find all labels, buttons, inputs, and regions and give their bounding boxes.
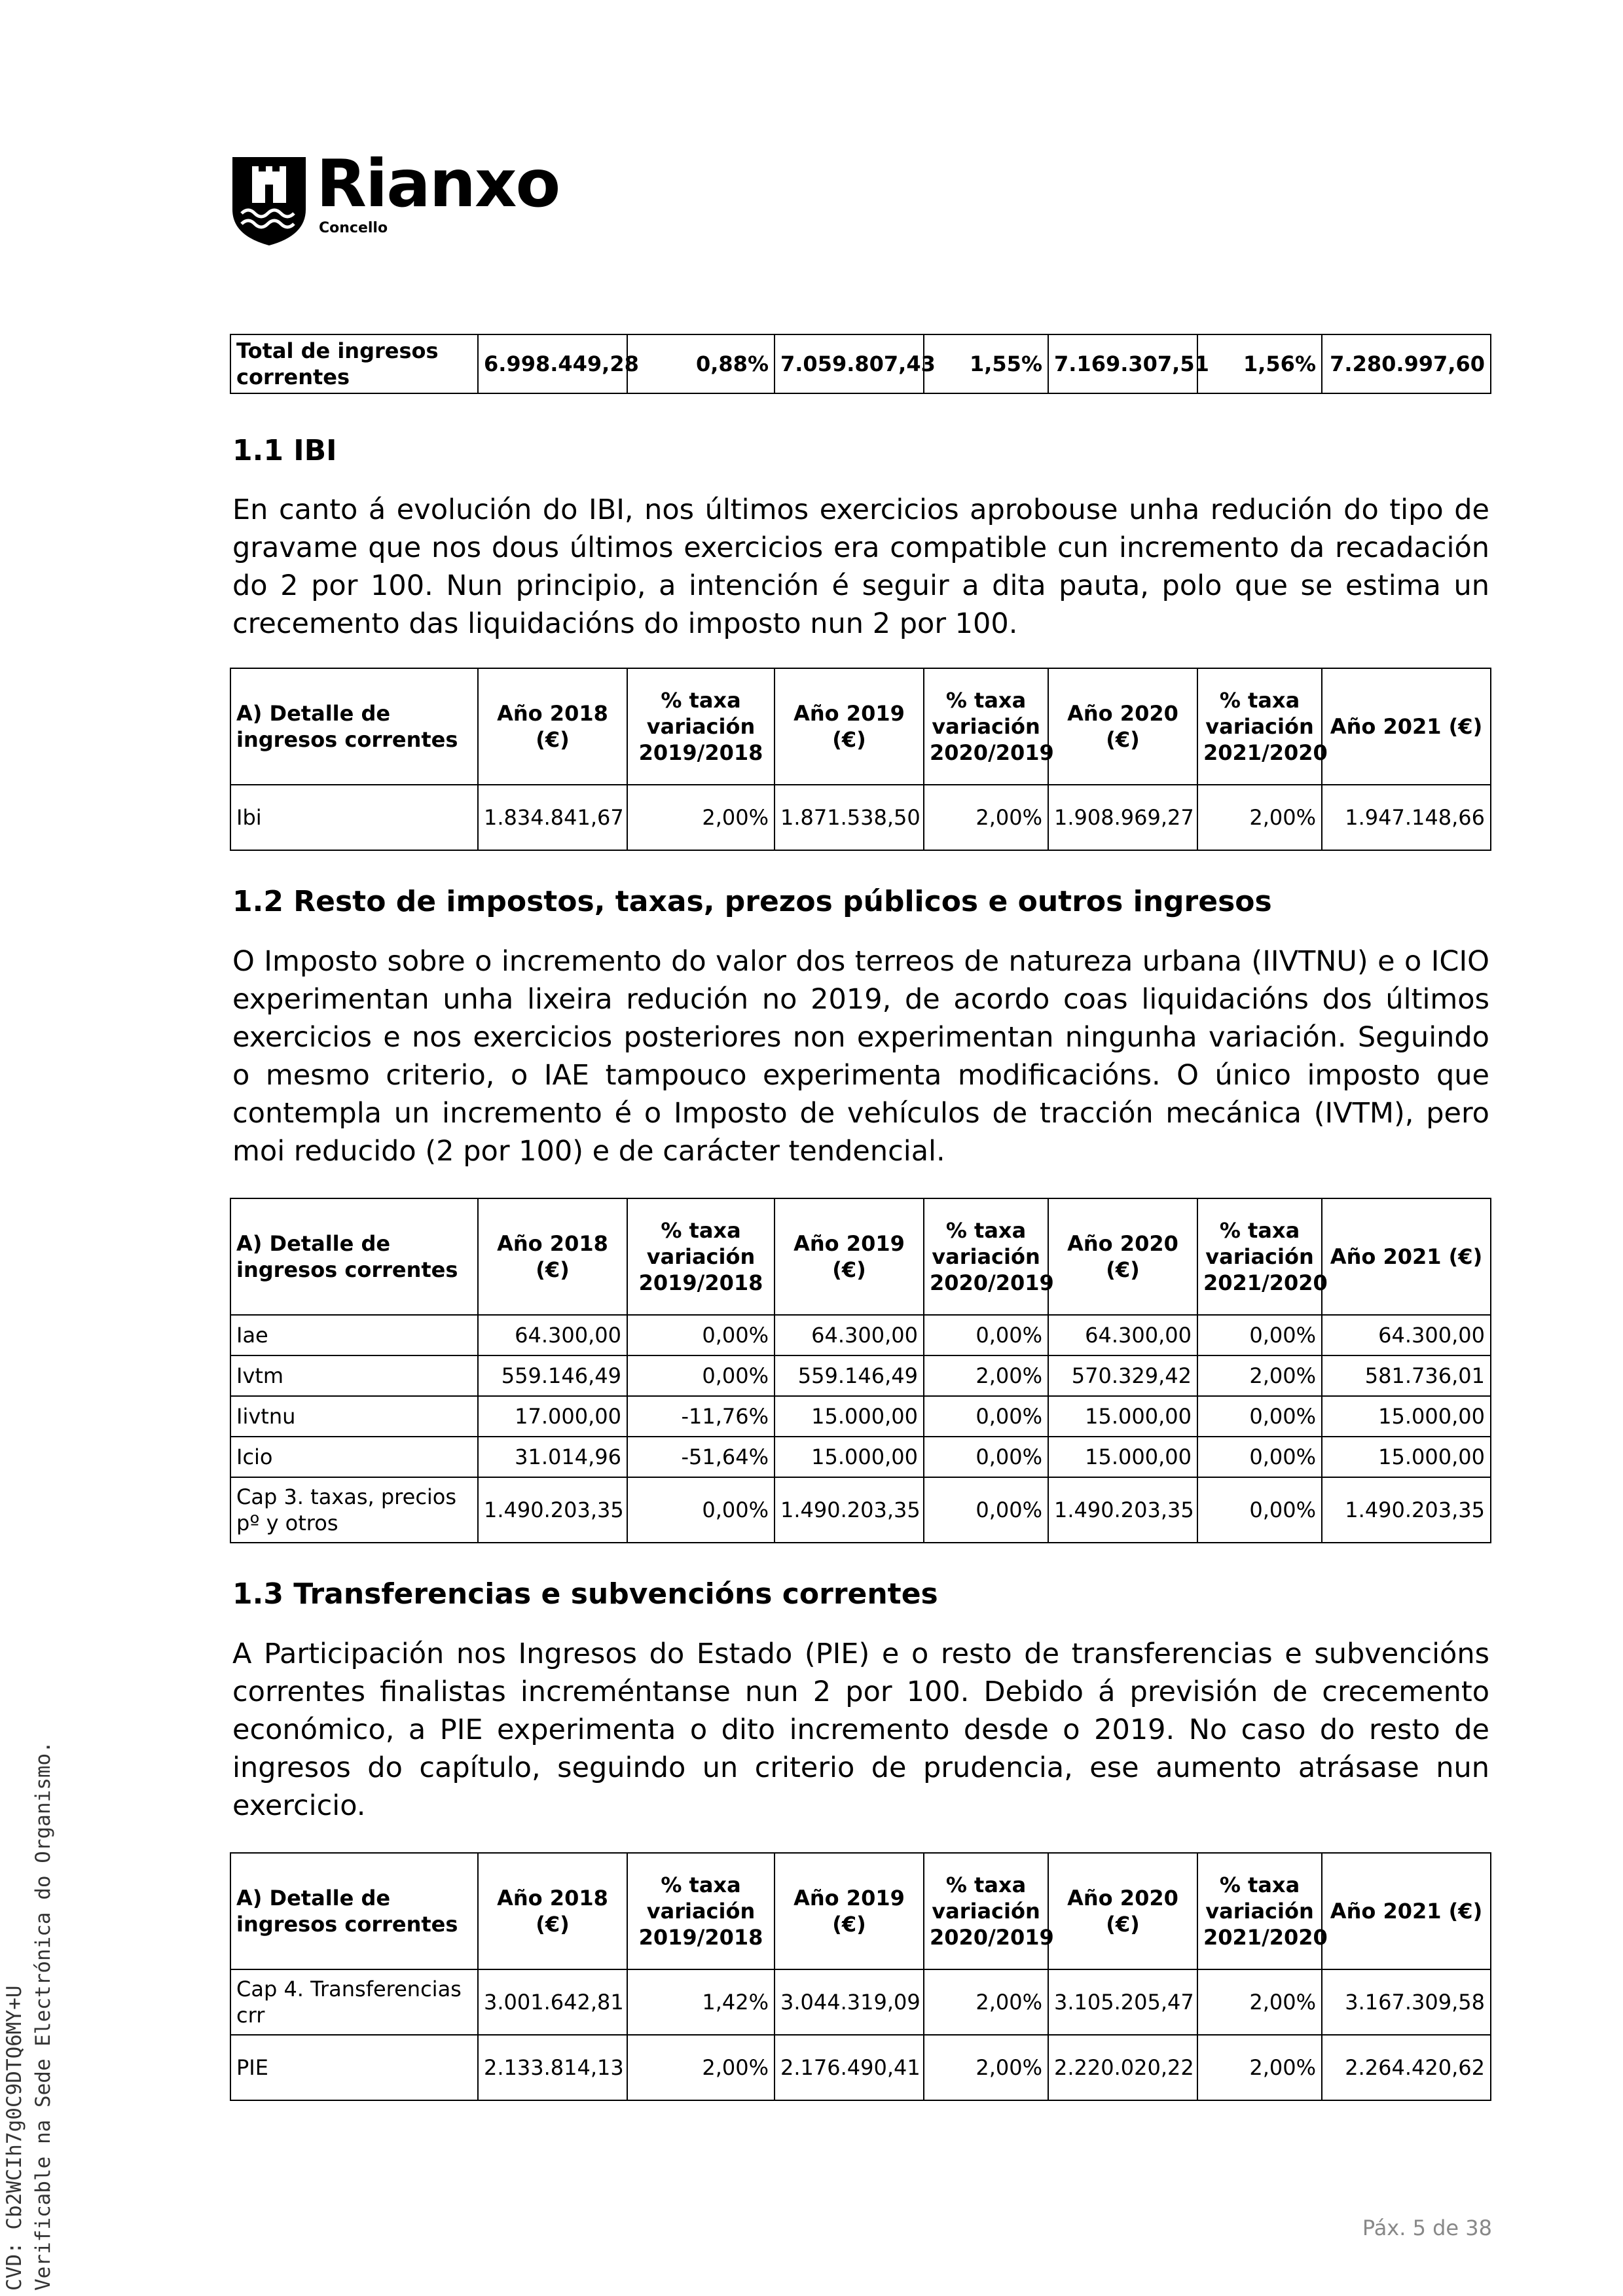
cell-value: 2,00% <box>1197 2035 1322 2100</box>
cell-value: 0,00% <box>924 1477 1048 1543</box>
cell-label: Iivtnu <box>230 1396 478 1437</box>
header-ano-2021: Año 2021 (€) <box>1322 1853 1491 1969</box>
header-detalle: A) Detalle de ingresos correntes <box>230 668 478 785</box>
header-ano-2019: Año 2019 (€) <box>775 1853 924 1969</box>
cell-value: -51,64% <box>627 1437 775 1477</box>
castle-shield-icon <box>232 157 306 245</box>
page-number: Páx. 5 de 38 <box>1362 2215 1492 2240</box>
total-label: Total de ingresos correntes <box>230 334 478 393</box>
header-ano-2020: Año 2020 (€) <box>1048 1853 1197 1969</box>
verification-code: CVD: Cb2WCIh7g0C9DTQ6MY+U <box>3 1985 26 2291</box>
cell-value: 2.264.420,62 <box>1322 2035 1491 2100</box>
cell-label: Cap 4. Transferencias crr <box>230 1969 478 2035</box>
cell-value: 15.000,00 <box>1322 1396 1491 1437</box>
table-row <box>230 1396 1491 1437</box>
cell-value: 64.300,00 <box>478 1315 627 1355</box>
cell-value: 2,00% <box>924 1969 1048 2035</box>
cell-value: 0,00% <box>924 1437 1048 1477</box>
cell-value: 1.490.203,35 <box>1048 1477 1197 1543</box>
table-row <box>230 1315 1491 1355</box>
table-ibi <box>230 668 1491 851</box>
header-var-2021: % taxa variación 2021/2020 <box>1197 1853 1322 1969</box>
header-ano-2019: Año 2019 (€) <box>775 668 924 785</box>
table-row <box>230 1969 1491 2035</box>
cell-value: 3.167.309,58 <box>1322 1969 1491 2035</box>
table-transferencias <box>230 1852 1491 2101</box>
verification-note: Verificable na Sede Electrónica do Organismo. <box>31 1741 55 2291</box>
table-row <box>230 785 1491 850</box>
table-row <box>230 1437 1491 1477</box>
cell-value: 2.133.814,13 <box>478 2035 627 2100</box>
cell-value: 1.947.148,66 <box>1322 785 1491 850</box>
cell-value: 31.014,96 <box>478 1437 627 1477</box>
cell-value: 2,00% <box>1197 1969 1322 2035</box>
concello-logo <box>232 145 573 245</box>
cell-value: 570.329,42 <box>1048 1355 1197 1396</box>
cell-value: 0,00% <box>924 1315 1048 1355</box>
cell-value: 2.220.020,22 <box>1048 2035 1197 2100</box>
header-ano-2019: Año 2019 (€) <box>775 1198 924 1315</box>
logo-name: Rianxo <box>316 145 560 222</box>
cell-value: -11,76% <box>627 1396 775 1437</box>
cell-value: 0,00% <box>627 1315 775 1355</box>
header-ano-2018: Año 2018 (€) <box>478 1853 627 1969</box>
cell-value: 3.044.319,09 <box>775 1969 924 2035</box>
cell-value: 2,00% <box>1197 1355 1322 1396</box>
verification-sidebar <box>0 1741 58 2291</box>
cell-value: 2,00% <box>924 785 1048 850</box>
cell-value: 64.300,00 <box>775 1315 924 1355</box>
header-var-2019: % taxa variación 2019/2018 <box>627 1198 775 1315</box>
header-ano-2021: Año 2021 (€) <box>1322 668 1491 785</box>
header-var-2020: % taxa variación 2020/2019 <box>924 1853 1048 1969</box>
cell-value: 0,00% <box>627 1477 775 1543</box>
section-heading-ibi: 1.1 IBI <box>232 434 337 467</box>
total-var-2020: 1,55% <box>924 334 1048 393</box>
total-2020: 7.169.307,51 <box>1048 334 1197 393</box>
cell-value: 1.490.203,35 <box>478 1477 627 1543</box>
table-header-row <box>230 1853 1491 1969</box>
section-paragraph-resto-impostos: O Imposto sobre o incremento do valor dos terreos de natureza urbana (IIVTNU) e o ICIO experimentan unha lixeira redución no 2019, de acordo coas liquidacións dos últimos exercicios e nos exercicios posteriores non experimentan ningunha variación. Seguindo o mesmo criterio, o IAE tampouco experimenta modificacións. O único imposto que contempla un incremento é o Imposto de vehículos de tracción mecánica (IVTM), pero moi reducido (2 por 100) e de carácter tendencial. <box>232 945 1489 1168</box>
cell-value: 0,00% <box>1197 1315 1322 1355</box>
cell-value: 0,00% <box>924 1396 1048 1437</box>
table-row <box>230 1477 1491 1543</box>
header-detalle: A) Detalle de ingresos correntes <box>230 1853 478 1969</box>
header-ano-2018: Año 2018 (€) <box>478 1198 627 1315</box>
header-ano-2018: Año 2018 (€) <box>478 668 627 785</box>
total-var-2019: 0,88% <box>627 334 775 393</box>
cell-value: 0,00% <box>1197 1437 1322 1477</box>
cell-value: 15.000,00 <box>1048 1437 1197 1477</box>
logo-subtitle: Concello <box>319 220 388 236</box>
section-heading-transferencias: 1.3 Transferencias e subvencións correntes <box>232 1577 938 1611</box>
cell-value: 2,00% <box>627 785 775 850</box>
table-header-row <box>230 1198 1491 1315</box>
header-ano-2020: Año 2020 (€) <box>1048 668 1197 785</box>
section-paragraph-transferencias: A Participación nos Ingresos do Estado (PIE) e o resto de transferencias e subvencións correntes finalistas increméntanse nun 2 por 100. Debido á previsión de crecemento económico, a PIE experimenta o dito incremento desde o 2019. No caso do resto de ingresos do capítulo, seguindo un criterio de prudencia, ese aumento atrásase nun exercicio. <box>232 1638 1489 1822</box>
cell-label: Cap 3. taxas, precios pº y otros <box>230 1477 478 1543</box>
cell-value: 15.000,00 <box>775 1396 924 1437</box>
cell-value: 1.834.841,67 <box>478 785 627 850</box>
cell-value: 0,00% <box>1197 1477 1322 1543</box>
header-var-2020: % taxa variación 2020/2019 <box>924 1198 1048 1315</box>
cell-label: PIE <box>230 2035 478 2100</box>
total-var-2021: 1,56% <box>1197 334 1322 393</box>
cell-value: 1,42% <box>627 1969 775 2035</box>
cell-value: 2,00% <box>924 1355 1048 1396</box>
cell-value: 581.736,01 <box>1322 1355 1491 1396</box>
cell-value: 2,00% <box>1197 785 1322 850</box>
cell-value: 64.300,00 <box>1048 1315 1197 1355</box>
total-2019: 7.059.807,43 <box>775 334 924 393</box>
cell-value: 559.146,49 <box>775 1355 924 1396</box>
cell-value: 64.300,00 <box>1322 1315 1491 1355</box>
header-var-2019: % taxa variación 2019/2018 <box>627 1853 775 1969</box>
cell-value: 3.001.642,81 <box>478 1969 627 2035</box>
cell-value: 2.176.490,41 <box>775 2035 924 2100</box>
total-ingresos-table <box>230 334 1491 394</box>
header-ano-2020: Año 2020 (€) <box>1048 1198 1197 1315</box>
cell-value: 15.000,00 <box>775 1437 924 1477</box>
header-var-2019: % taxa variación 2019/2018 <box>627 668 775 785</box>
cell-value: 0,00% <box>627 1355 775 1396</box>
cell-value: 15.000,00 <box>1048 1396 1197 1437</box>
cell-value: 17.000,00 <box>478 1396 627 1437</box>
section-heading-resto-impostos: 1.2 Resto de impostos, taxas, prezos públicos e outros ingresos <box>232 885 1272 918</box>
table-resto-impostos <box>230 1198 1491 1543</box>
header-var-2021: % taxa variación 2021/2020 <box>1197 1198 1322 1315</box>
header-detalle: A) Detalle de ingresos correntes <box>230 1198 478 1315</box>
cell-value: 1.908.969,27 <box>1048 785 1197 850</box>
cell-value: 3.105.205,47 <box>1048 1969 1197 2035</box>
cell-label: Ibi <box>230 785 478 850</box>
header-var-2020: % taxa variación 2020/2019 <box>924 668 1048 785</box>
total-row <box>230 334 1491 393</box>
cell-value: 1.871.538,50 <box>775 785 924 850</box>
cell-value: 2,00% <box>627 2035 775 2100</box>
cell-value: 1.490.203,35 <box>775 1477 924 1543</box>
cell-value: 15.000,00 <box>1322 1437 1491 1477</box>
cell-value: 1.490.203,35 <box>1322 1477 1491 1543</box>
total-2021: 7.280.997,60 <box>1322 334 1491 393</box>
table-row <box>230 2035 1491 2100</box>
cell-value: 0,00% <box>1197 1396 1322 1437</box>
cell-value: 2,00% <box>924 2035 1048 2100</box>
total-2018: 6.998.449,28 <box>478 334 627 393</box>
cell-label: Icio <box>230 1437 478 1477</box>
table-header-row <box>230 668 1491 785</box>
cell-value: 559.146,49 <box>478 1355 627 1396</box>
cell-label: Ivtm <box>230 1355 478 1396</box>
table-row <box>230 1355 1491 1396</box>
header-var-2021: % taxa variación 2021/2020 <box>1197 668 1322 785</box>
section-paragraph-ibi: En canto á evolución do IBI, nos últimos exercicios aprobouse unha redución do tipo de gravame que nos dous últimos exercicios era compatible cun incremento da recadación do 2 por 100. Nun principio, a intención é seguir a dita pauta, polo que se estima un crecemento das liquidacións do imposto nun 2 por 100. <box>232 493 1489 640</box>
header-ano-2021: Año 2021 (€) <box>1322 1198 1491 1315</box>
cell-label: Iae <box>230 1315 478 1355</box>
